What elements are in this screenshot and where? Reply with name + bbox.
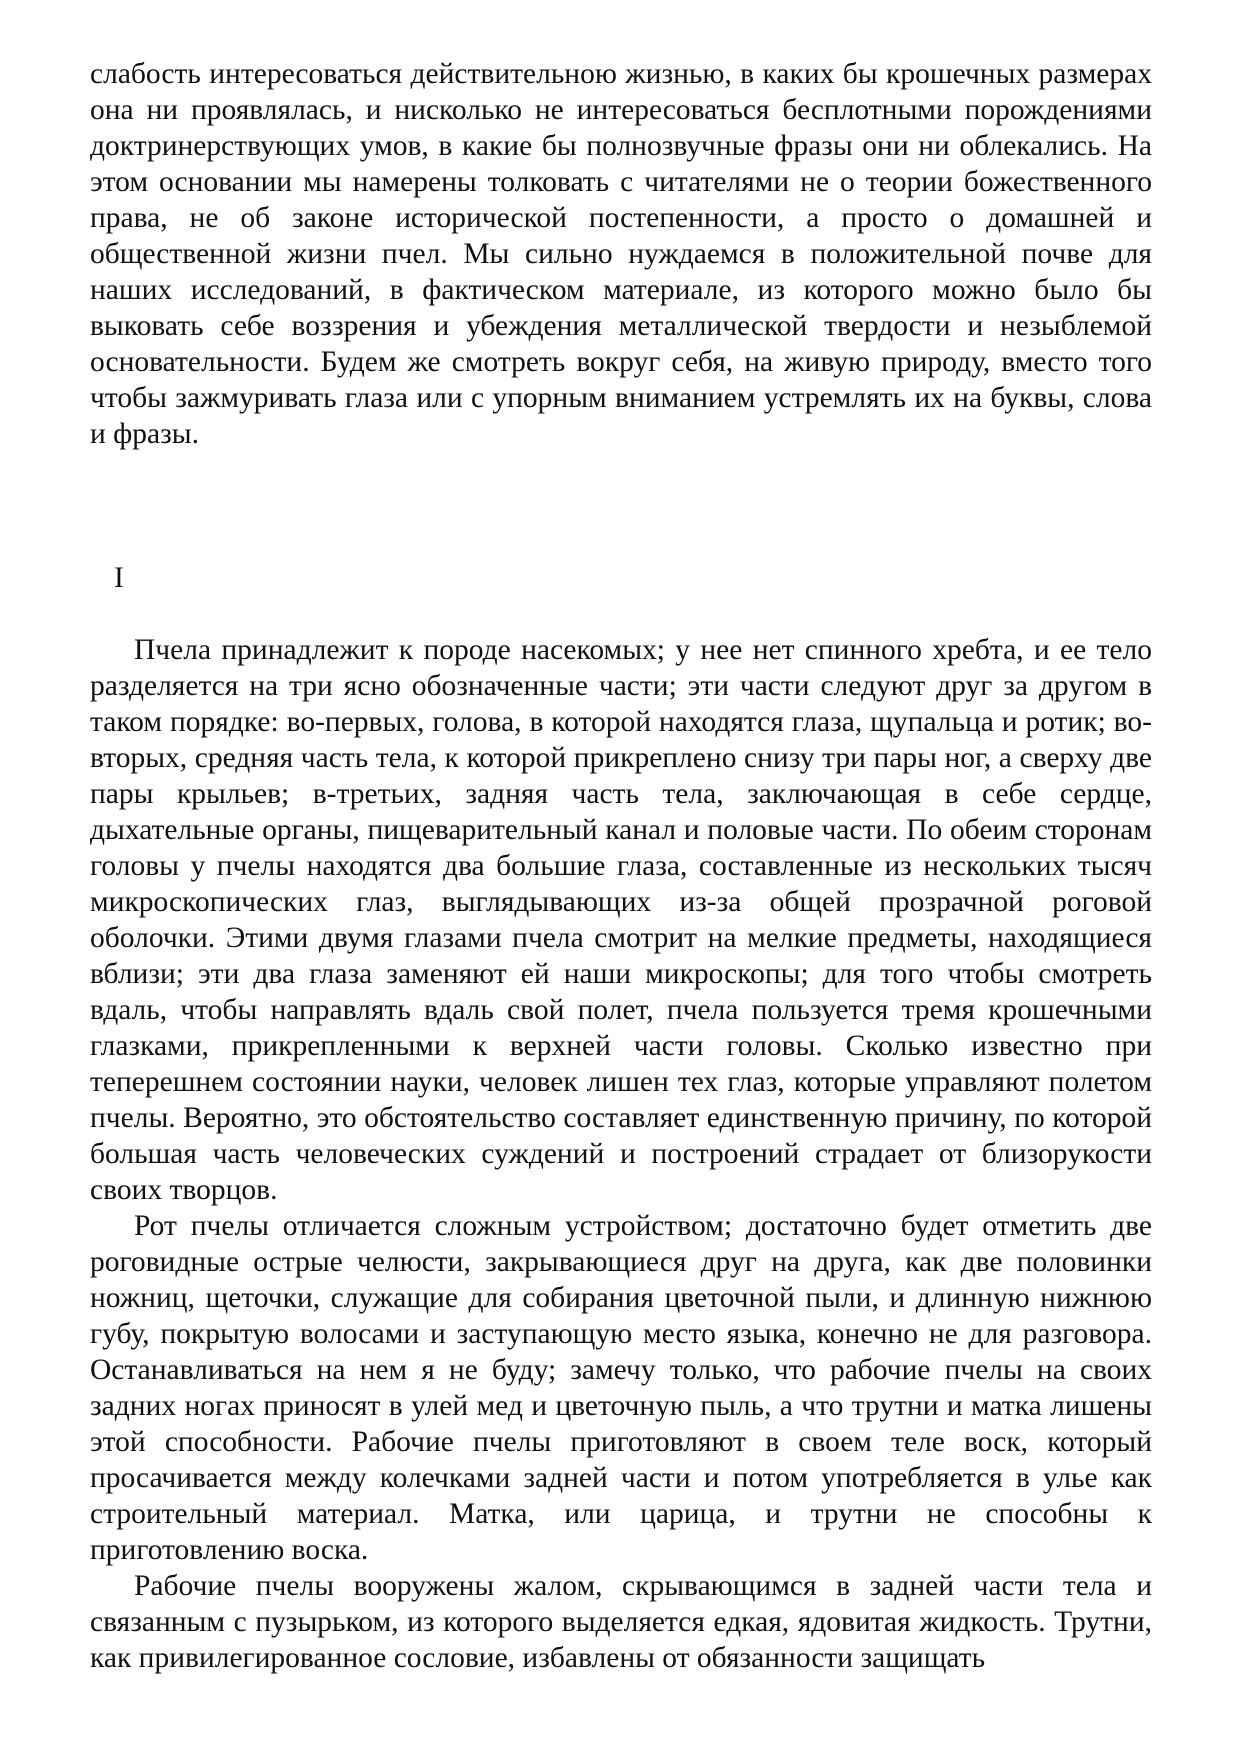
paragraph-mouth: Рот пчелы отличается сложным устройством; достаточно будет отметить две роговидные острые челюсти, закрывающиеся друг на друга, как две половинки ножниц, щеточки, служащие для собирания цветочной пыли, и длинную нижнюю губу, покрытую волосами и заступающую место языка, конечно не для разговора. Останавливаться на нем я не буду; замечу только, что рабочие пчелы на своих задних ногах приносят в улей мед и цветочную пыль, а что трутни и матка лишены этой способности. Рабочие пчелы приготовляют в своем теле воск, который просачивается между колечками задней части и потом употребляется в улье как строительный материал. Матка, или царица, и трутни не способны к приготовлению воска. <box>90 1210 1152 1566</box>
chapter-spacer <box>90 596 1152 632</box>
continued-paragraph: слабость интересоваться действительною жизнью, в каких бы крошечных размерах она ни проявлялась, и нисколько не интересоваться бесплотными порождениями доктринерствующих умов, в какие бы полнозвучные фразы они ни облекались. На этом основании мы намерены толковать с читателями не о теории божественного права, не об законе исторической постепенности, а просто о домашней и общественной жизни пчел. Мы сильно нуждаемся в положительной почве для наших исследований, в фактическом материале, из которого можно было бы выковать себе воззрения и убеждения металлической твердости и незыблемой основательности. Будем же смотреть вокруг себя, на живую природу, вместо того чтобы зажмуривать глаза или с упорным вниманием устремлять их на буквы, слова и фразы. <box>90 58 1152 450</box>
paragraph-sting: Рабочие пчелы вооружены жалом, скрывающимся в задней части тела и связанным с пузырьком, из которого выделяется едкая, ядовитая жидкость. Трутни, как привилегированное сословие, избавлены от обязанности защищать <box>90 1570 1152 1674</box>
chapter-heading: I <box>114 562 124 594</box>
document-page <box>90 56 1152 1676</box>
paragraph-anatomy: Пчела принадлежит к породе насекомых; у нее нет спинного хребта, и ее тело разделяется на три ясно обозначенные части; эти части следуют друг за другом в таком порядке: во-первых, голова, в которой находятся глаза, щупальца и ротик; во-вторых, средняя часть тела, к которой прикреплено снизу три пары ног, а сверху две пары крыльев; в-третьих, задняя часть тела, заключающая в себе сердце, дыхательные органы, пищеварительный канал и половые части. По обеим сторонам головы у пчелы находятся два большие глаза, составленные из нескольких тысяч микроскопических глаз, выглядывающих из-за общей прозрачной роговой оболочки. Этими двумя глазами пчела смотрит на мелкие предметы, находящиеся вблизи; эти два глаза заменяют ей наши микроскопы; для того чтобы смотреть вдаль, чтобы направлять вдаль свой полет, пчела пользуется тремя крошечными глазками, прикрепленными к верхней части головы. Сколько известно при теперешнем состоянии науки, человек лишен тех глаз, которые управляют полетом пчелы. Вероятно, это обстоятельство составляет единственную причину, по которой большая часть человеческих суждений и построений страдает от близорукости своих творцов. <box>90 634 1152 1206</box>
